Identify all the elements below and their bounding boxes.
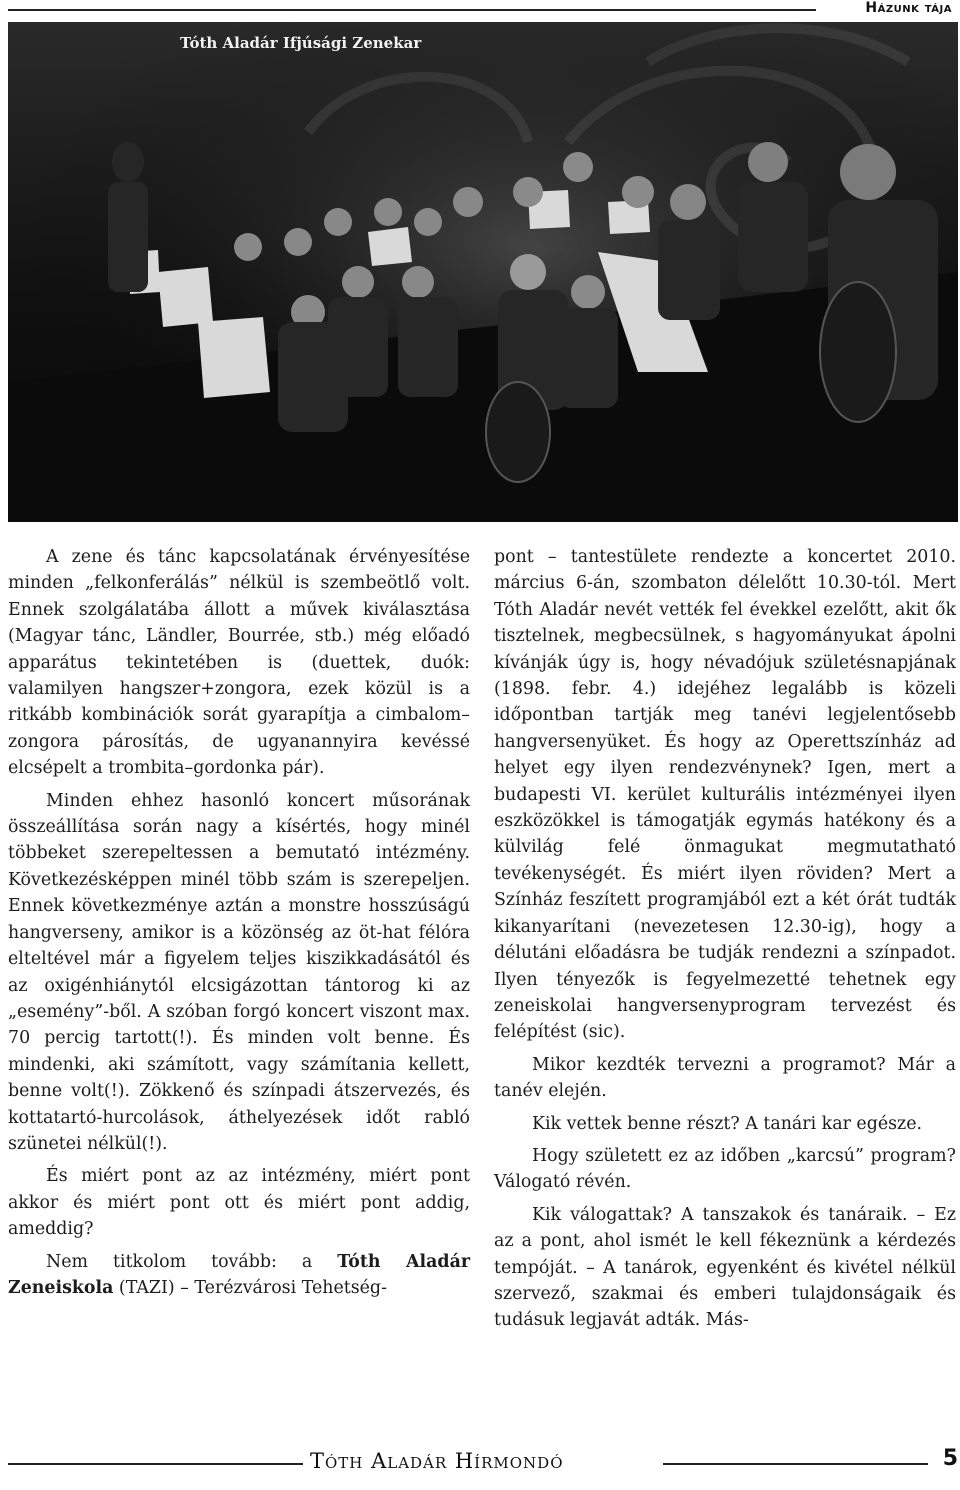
right-column xyxy=(494,544,956,1340)
footer-rule xyxy=(663,1463,928,1465)
paragraph: A zene és tánc kapcsolatának érvényesítése minden „felkonferálás” nélkül is szembeötlő volt. Ennek szolgálatába állott a művek kiválasztása (Magyar tánc, Ländler, Bourrée, stb.) még előadó apparátus tekintetében is (duettek, duók: valamilyen hangszer+zongora, ezek közül is a ritkább kombinációk sorát gyarapítja a cimbalom–zongora párosítás, de ugyanannyira kevéssé elcsépelt a trombita–gordonka pár). xyxy=(8,547,470,779)
section-title: Házunk tája xyxy=(865,0,952,16)
photo-caption: Tóth Aladár Ifjúsági Zenekar xyxy=(180,34,422,52)
school-name: Tóth Aladár Zeneiskola xyxy=(8,1251,471,1298)
text-span: (TAZI) – Terézvárosi Tehetség- xyxy=(113,1277,387,1298)
paragraph: Kik vettek benne részt? A tanári kar egésze. xyxy=(532,1113,923,1134)
paragraph: Hogy született ez az időben „karcsú” program? Válogató révén. xyxy=(494,1145,956,1193)
header-rule xyxy=(8,9,816,11)
text-span: Nem titkolom tovább: a xyxy=(46,1251,338,1272)
footer xyxy=(8,1440,958,1480)
paragraph: pont – tantestülete rendezte a koncertet 2010. március 6-án, szombaton délelőtt 10.30-tól. Mert Tóth Aladár nevét vették fel évekkel ezelőtt, akit ők tisztelnek, megbecsülnek, s hagyományukat ápolni kívánják úgy is, hogy névadójuk születésnapjának (1898. febr. 4.) idejéhez legalább is közeli időpontban tartják meg tanévi legjelentősebb hangversenyüket. És hogy az Operettszínház ad helyet egy ilyen rendezvénynek? Igen, mert a budapesti VI. kerület kulturális intézményei ilyen eszközökkel is támogatják egymás hatékony és a külvilág felé önmagukat megmutatható tevékenységét. És miért ilyen röviden? Mert a Színház feszített programjából ezt a két órát tudták kikanyarítani (nevezetesen 12.30-ig), hogy a délutáni előadásra be tudják rendezni a színpadot. Ilyen tényezők is fegyelmezetté tehetnek egy zeneiskolai hangversenyprogram tervezést és felépítést (sic). xyxy=(494,547,956,1043)
orchestra-photo-icon xyxy=(8,22,958,522)
paragraph: Minden ehhez hasonló koncert műsorának összeállítása során nagy a kísértés, hogy minél többeket szerepeltessen a bemutató intézmény. Következésképpen minél több szám is szerepeljen. Ennek következménye aztán a monstre hosszúságú hangverseny, amikor is a közönség az öt-hat félóra elteltével már a figyelem teljes kiszikkadásától és az oxigénhiánytól elcsigázottan tántorog ki az „esemény”-ből. A szóban forgó koncert viszont max. 70 percig tartott(!). És minden volt benne. És mindenki, aki számított, vagy számítania kellett, benne volt(!). Zökkenő és színpadi átszervezés, és kottatartó-hurcolások, áthelyezések időt rabló szünetei nélkül(!). xyxy=(8,790,470,1154)
page-number: 5 xyxy=(942,1446,958,1471)
publication-title: Tóth Aladár Hírmondó xyxy=(310,1449,564,1473)
footer-rule xyxy=(8,1463,303,1465)
paragraph: És miért pont az az intézmény, miért pont akkor és miért pont ott és miért pont addig, ameddig? xyxy=(8,1166,470,1240)
orchestra-photo xyxy=(8,22,958,522)
paragraph: Mikor kezdték tervezni a programot? Már a tanév elején. xyxy=(494,1054,956,1102)
left-column xyxy=(8,544,470,1307)
paragraph xyxy=(8,1249,470,1302)
paragraph: Kik válogattak? A tanszakok és tanáraik. – Ez az a pont, ahol ismét le kell fékeznünk a kérdezés tempóját. – A tanárok, egyenként és kivétel nélkül szervező, szakmai és emberi tulajdonságaik és tudásuk legjavát adták. Más- xyxy=(494,1204,956,1331)
